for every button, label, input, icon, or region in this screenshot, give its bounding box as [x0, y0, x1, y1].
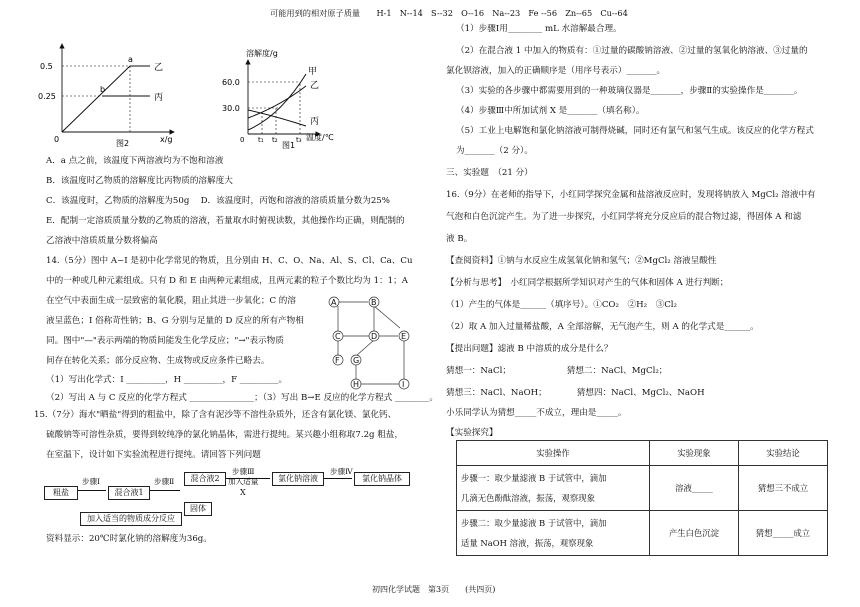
atomic-mass-header: 可能用到的相对原子质量 H-1 N--14 S--32 O--16 Na--23 Fe --56 Zn--65 Cu--64 [270, 8, 628, 18]
q16-reference: 【查阅资料】①钠与水反应生成氢氧化钠和氢气；②MgCl₂ 溶液呈酸性 [446, 256, 717, 266]
q16-guess-1-2: 猜想一：NaCl； 猜想二：NaCl、MgCl₂； [446, 366, 668, 376]
q16-line-1: 16.（9分）在老师的指导下，小红同学探究金属和盐溶液反应时，发现将钠放入 MgCl₂ 溶液中有 [446, 190, 816, 200]
graph-tu1 [220, 36, 340, 148]
q13-option-b: B．该温度时乙物质的溶解度比丙物质的溶解度大 [46, 176, 233, 186]
node-e: E [401, 332, 407, 341]
q15-flow-chart [44, 468, 424, 528]
x-axis-label: x/g [160, 135, 173, 144]
q16-question: 【提出问题】滤液 B 中溶质的成分是什么？ [446, 344, 613, 354]
label-yi: 乙 [154, 63, 164, 73]
q15-line-2: 硫酸钠等可溶性杂质，要得到较纯净的氯化钠晶体，需进行提纯。某兴趣小组称取7.2g 粗盐， [46, 430, 404, 440]
q13-option-cd: C．该温度时，乙物质的溶解度为50g D．该温度时，丙饱和溶液的溶质质量分数为25% [46, 196, 390, 206]
arrow-4 [324, 478, 352, 479]
q14-part-1: （1）写出化学式：I _________，H _________，F _________。 [46, 375, 288, 385]
section-3-title: 三、实验题 （21 分） [446, 168, 533, 178]
q16-part-2: （2）取 A 加入过量稀盐酸，A 全部溶解，无气泡产生，则 A 的化学式是______。 [446, 322, 759, 332]
q14-part-2-3: （2）写出 A 与 C 反应的化学方程式 _______________；（3）写出 B→E 反应的化学方程式 ________。 [46, 393, 438, 403]
node-c: C [335, 332, 341, 341]
caption-tu1: 图1 [282, 141, 296, 150]
row2-op-line2: 适量 NaOH 溶液，振荡，观察现象 [461, 538, 594, 548]
label-step2: 步骤Ⅱ [154, 477, 175, 486]
row1-operation [457, 466, 650, 511]
curve-yi [248, 86, 306, 118]
experiment-table [456, 440, 828, 556]
box-nacl-solution: 氯化钠溶液 [272, 472, 324, 486]
q16-line-2: 气泡和白色沉淀产生。为了进一步探究，小红同学将充分反应后的混合物过滤，得固体 A 和滤 [446, 212, 802, 222]
table-header-row [457, 441, 828, 466]
q16-analysis: 【分析与思考】 小红同学根据所学知识对产生的气体和固体 A 进行判断； [446, 278, 729, 288]
q13-option-e: E．配制一定溶质质量分数的乙物质的溶液，若量取水时俯视读数，其他操作均正确，则配制的 [46, 216, 405, 226]
right-column [446, 0, 836, 607]
q14-line-3: 在空气中表面生成一层致密的氧化膜，阻止其进一步氧化；C 的溶 [46, 296, 296, 306]
x-axis-label: 温度/℃ [306, 133, 334, 142]
point-b: b [100, 85, 106, 94]
y-axis-label: 溶解度/g [246, 49, 278, 58]
label-step4: 步骤Ⅳ [330, 467, 353, 476]
table-row [457, 511, 828, 556]
arrow-1 [78, 490, 106, 491]
row1-conclusion: 猜想三不成立 [738, 466, 827, 511]
x-tick-t1: t₁ [258, 136, 264, 144]
label-add-x: 加入适量 [228, 477, 259, 486]
q15-part-3: （3）实验的各步骤中都需要用到的一种玻璃仪器是_______，步骤Ⅱ的实验操作是_______。 [456, 86, 803, 96]
series-yi-rise [62, 66, 130, 132]
q13-option-a: A．a 点之前，该温度下两溶液均为不饱和溶液 [46, 156, 224, 166]
q14-line-1: 14.（5分）图中 A~I 是初中化学常见的物质，且分别由 H、C、O、Na、Al、S、Cl、Ca、Cu [46, 256, 413, 266]
node-f: F [335, 356, 340, 365]
row2-phenomenon: 产生白色沉淀 [649, 511, 738, 556]
label-bing: 丙 [154, 93, 164, 103]
node-g: G [353, 356, 360, 365]
node-a: A [331, 298, 337, 307]
x-tick-t2: t₂ [272, 136, 278, 144]
y-tick-30: 30.0 [222, 104, 240, 113]
q14-line-6: 间存在转化关系；部分反应物、生成物或反应条件已略去。 [46, 356, 270, 366]
row1-phenomenon: 溶液_____ [649, 466, 738, 511]
q14-line-2: 中的一种或几种元素组成。只有 D 和 E 由两种元素组成，且两元素的粒子个数比均为 1：1；A [46, 276, 408, 286]
x-tick-t3: t₃ [296, 136, 302, 144]
row2-op-line1: 步骤二：取少量滤液 B 于试管中，滴加 [461, 518, 607, 528]
box-crude-salt: 粗盐 [44, 486, 78, 500]
q15-data-note: 资料显示：20℃时氯化钠的溶解度为36g。 [46, 534, 212, 544]
q16-line-3: 液 B。 [446, 234, 473, 244]
label-bing: 丙 [310, 117, 320, 127]
origin-label: 0 [240, 136, 245, 144]
q16-part-1: （1）产生的气体是______（填序号）。①CO₂ ②H₂ ③Cl₂ [446, 300, 678, 310]
row2-conclusion: 猜想_____成立 [738, 511, 827, 556]
node-h: H [353, 380, 360, 389]
q16-experiment: 【实验探究】 [446, 428, 498, 438]
q14-line-4: 液呈蓝色；I 俗称苛性钠；B、G 分别与足量的 D 反应的所有产物相 [46, 316, 304, 326]
box-mix1: 混合液1 [108, 486, 150, 500]
box-reagents: 加入适当的物质成分反应 [80, 512, 182, 526]
label-jia: 甲 [308, 67, 318, 77]
curve-bing [248, 110, 306, 126]
row1-op-line2: 几滴无色酚酞溶液，振荡，观察现象 [461, 493, 595, 503]
label-step1: 步骤Ⅰ [82, 477, 101, 486]
q13-option-e-cont: 乙溶液中溶质质量分数将偏高 [46, 236, 158, 246]
row1-op-line1: 步骤一：取少量滤液 B 于试管中，滴加 [461, 473, 607, 483]
arrow-2 [150, 490, 180, 491]
q15-part-1: （1）步骤Ⅰ用________ mL 水溶解最合理。 [456, 24, 622, 34]
node-i: I [402, 380, 405, 389]
page-footer: 初四化学试题 第3页 (共四页) [372, 585, 496, 594]
box-mix2: 混合液2 [184, 472, 226, 486]
y-tick-60: 60.0 [222, 78, 240, 87]
q16-xiaole: 小乐同学认为猜想_____不成立，理由是_____。 [446, 408, 627, 418]
header-operation: 实验操作 [457, 441, 650, 466]
label-x: X [240, 488, 246, 497]
q15-part-2-cont: 氯化钡溶液，加入的正确顺序是（用序号表示）_______。 [446, 66, 666, 76]
q15-part-5: （5）工业上电解饱和氯化钠溶液可制得烧碱，同时还有氯气和氢气生成。该反应的化学方程式 [456, 126, 814, 136]
arrow-3 [226, 478, 270, 479]
q16-guess-3-4: 猜想三：NaCl、NaOH； 猜想四：NaCl、MgCl₂、NaOH [446, 388, 705, 398]
y-tick-05: 0.5 [40, 62, 53, 71]
row2-operation [457, 511, 650, 556]
q14-relation-diagram [316, 292, 426, 392]
box-solid: 固体 [184, 502, 212, 516]
header-conclusion: 实验结论 [738, 441, 827, 466]
box-nacl-crystal: 氯化钠晶体 [354, 472, 410, 486]
caption-tu2: 图2 [116, 139, 130, 148]
table-row [457, 466, 828, 511]
q15-part-2: （2）在混合液 1 中加入的物质有：①过量的碳酸钠溶液、②过量的氢氧化钠溶液、③过量的 [456, 46, 808, 56]
q15-line-1: 15.（7分）海水"晒盐"得到的粗盐中，除了含有泥沙等不溶性杂质外，还含有氯化镁、氯化钙、 [34, 410, 397, 420]
node-d: D [371, 332, 378, 341]
y-tick-025: 0.25 [38, 92, 56, 101]
q15-line-3: 在室温下，设计如下实验流程进行提纯。请回答下列问题 [46, 450, 261, 460]
header-phenomenon: 实验现象 [649, 441, 738, 466]
graph-tu2 [38, 36, 182, 148]
curve-jia [248, 74, 306, 130]
q15-part-4: （4）步骤Ⅲ中所加试剂 X 是_______（填名称）。 [456, 106, 645, 116]
node-b: B [371, 298, 377, 307]
origin-label: 0 [54, 135, 60, 144]
label-yi: 乙 [310, 81, 320, 91]
point-a: a [128, 55, 133, 64]
q14-line-5: 同。图中"—"表示两端的物质间能发生化学反应；"→"表示物质 [46, 336, 284, 346]
label-step3: 步骤Ⅲ [232, 467, 255, 476]
q15-part-5-cont: 为_______（2 分）。 [456, 146, 533, 156]
